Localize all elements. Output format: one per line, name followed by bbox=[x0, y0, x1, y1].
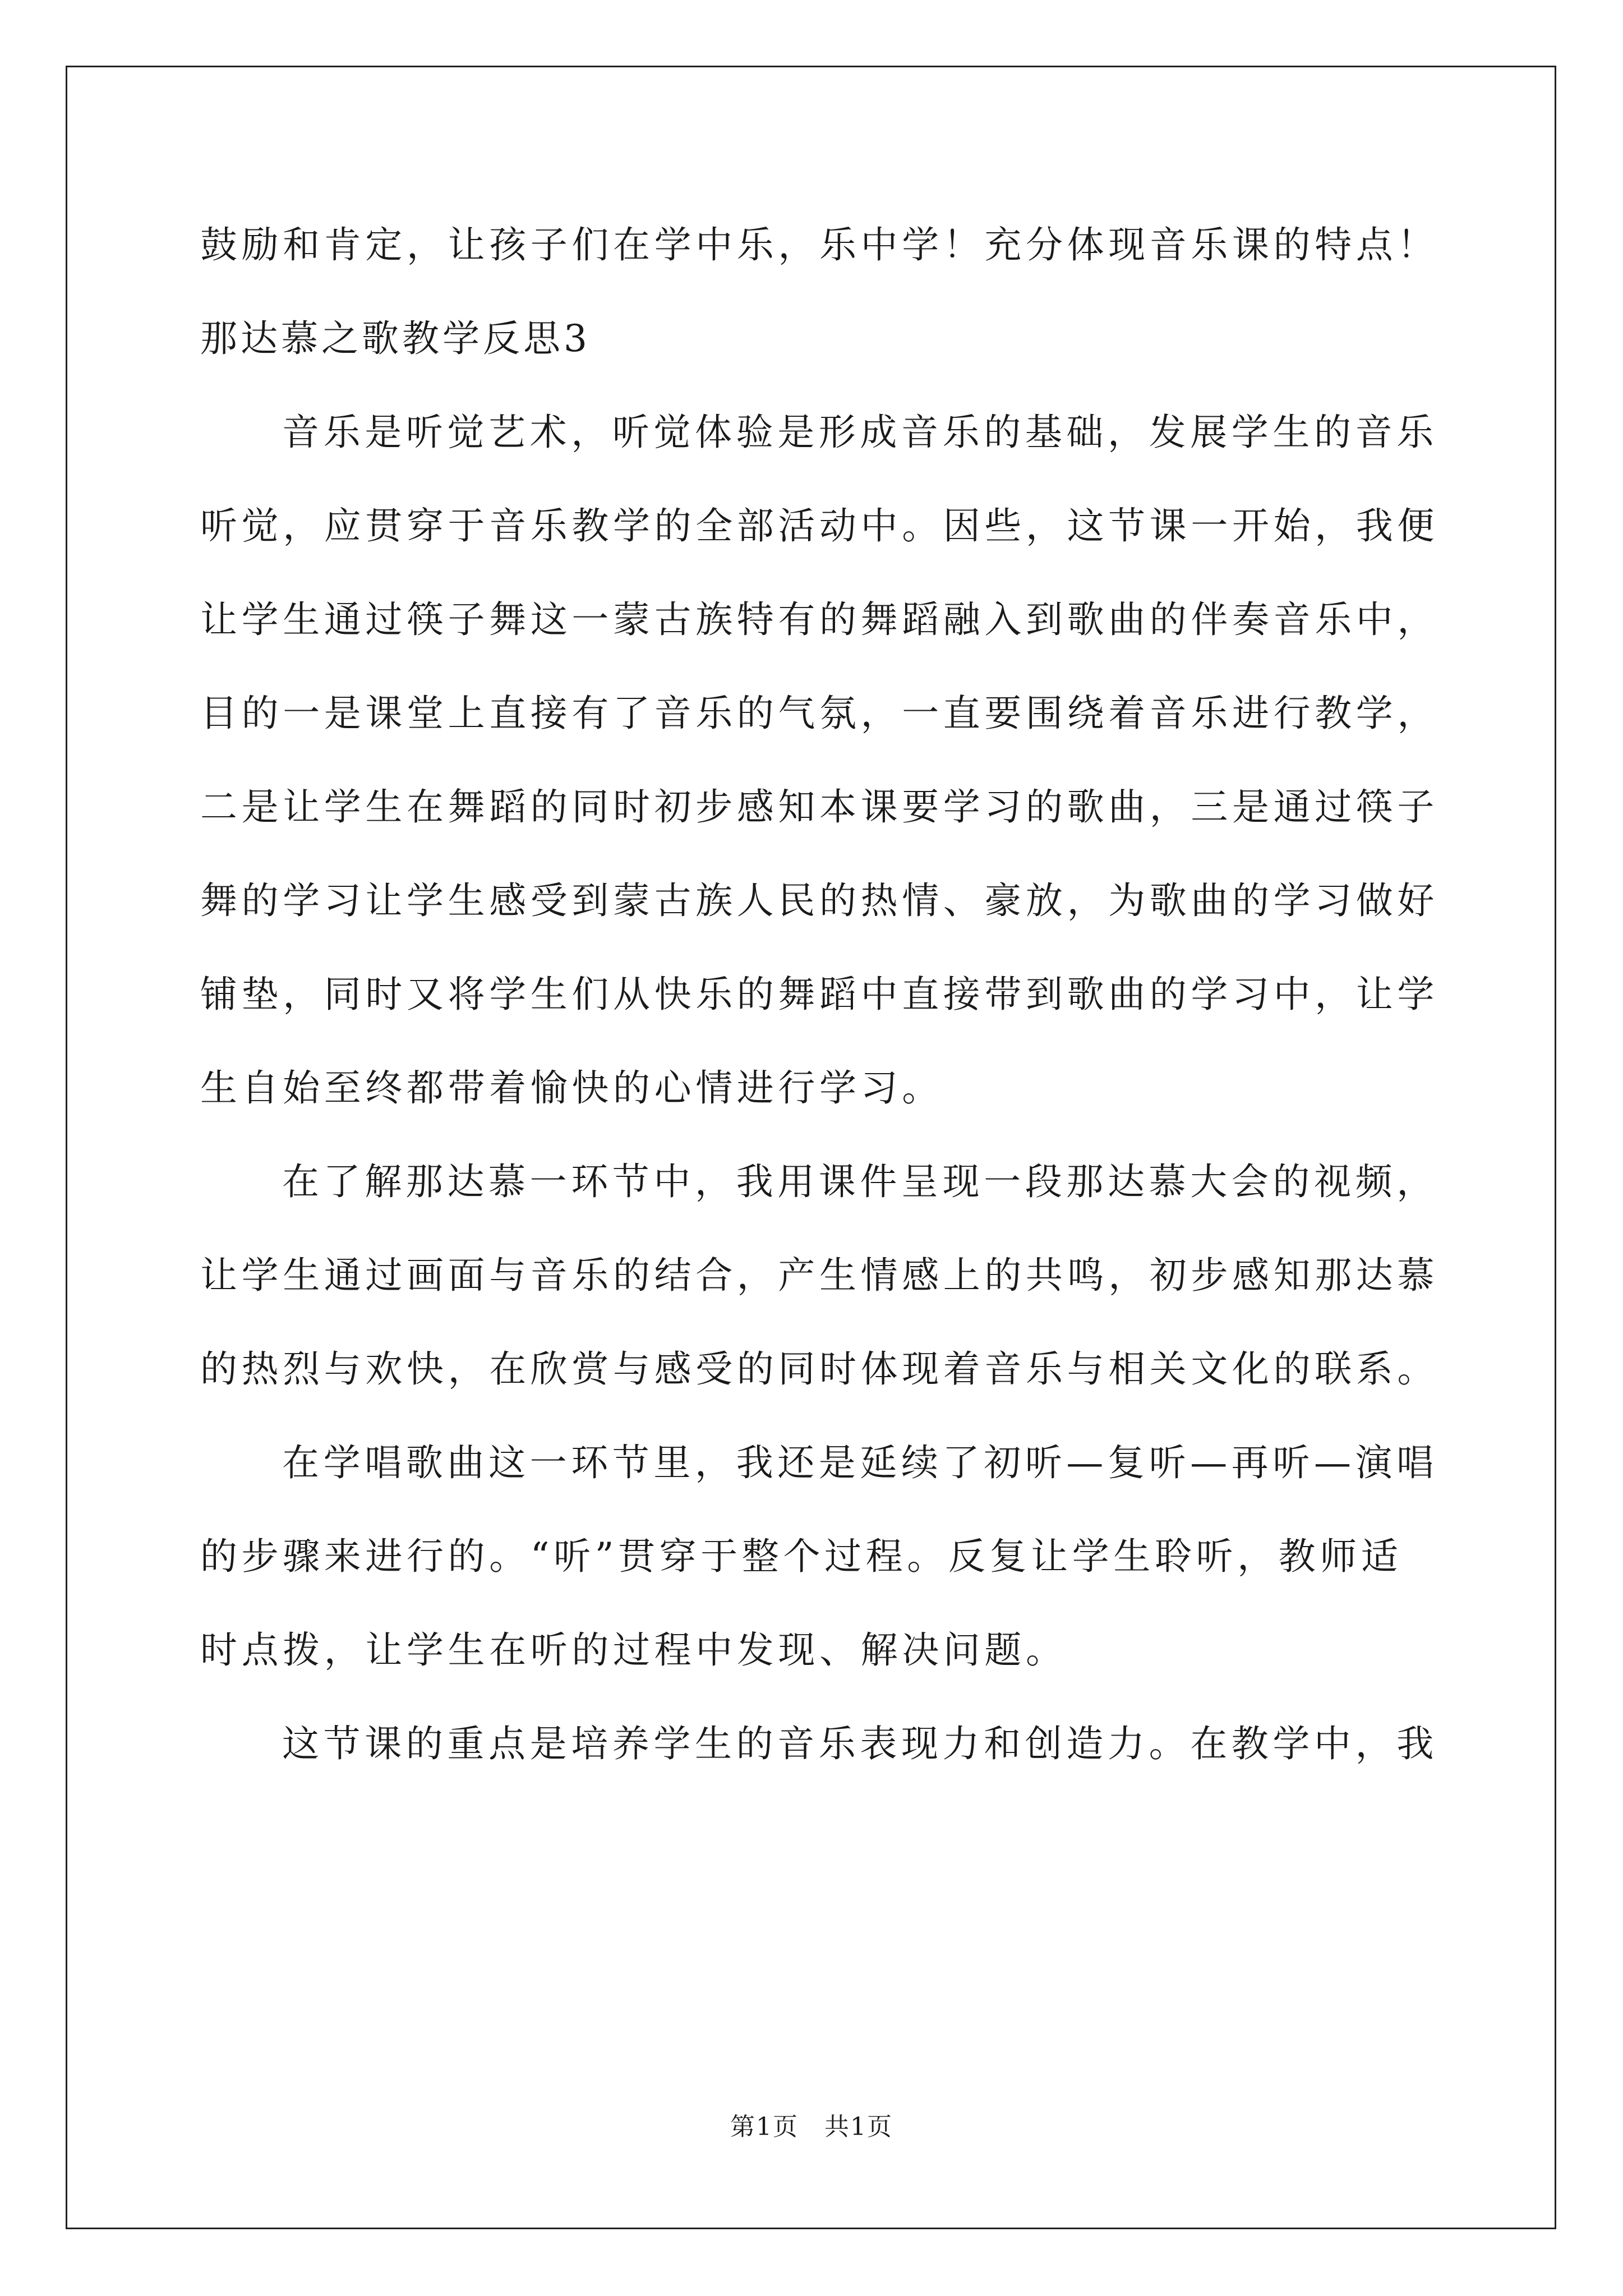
text-line: 让学生通过筷子舞这一蒙古族特有的舞蹈融入到歌曲的伴奏音乐中， bbox=[200, 598, 1438, 641]
text-line: 让学生通过画面与音乐的结合，产生情感上的共鸣，初步感知那达慕 bbox=[200, 1254, 1438, 1297]
text-line: 的步骤来进行的。“听”贯穿于整个过程。反复让学生聆听，教师适 bbox=[200, 1535, 1403, 1578]
paragraph-first-line: 音乐是听觉艺术，听觉体验是形成音乐的基础，发展学生的音乐 bbox=[282, 411, 1438, 454]
section-heading: 那达慕之歌教学反思3 bbox=[200, 317, 591, 360]
paragraph-first-line: 在了解那达慕一环节中，我用课件呈现一段那达慕大会的视频， bbox=[282, 1160, 1438, 1203]
paragraph-first-line: 在学唱歌曲这一环节里，我还是延续了初听—复听—再听—演唱 bbox=[282, 1441, 1438, 1484]
text-line: 生自始至终都带着愉快的心情进行学习。 bbox=[200, 1066, 943, 1110]
paragraph-first-line: 这节课的重点是培养学生的音乐表现力和创造力。在教学中，我 bbox=[282, 1722, 1438, 1765]
text-line: 二是让学生在舞蹈的同时初步感知本课要学习的歌曲，三是通过筷子 bbox=[200, 785, 1438, 829]
text-line: 听觉，应贯穿于音乐教学的全部活动中。因些，这节课一开始，我便 bbox=[200, 504, 1438, 547]
page-footer: 第1页 共1页 bbox=[730, 2113, 893, 2141]
text-line: 鼓励和肯定，让孩子们在学中乐，乐中学！充分体现音乐课的特点！ bbox=[200, 223, 1438, 266]
text-line: 的热烈与欢快，在欣赏与感受的同时体现着音乐与相关文化的联系。 bbox=[200, 1347, 1438, 1391]
text-line: 时点拨，让学生在听的过程中发现、解决问题。 bbox=[200, 1628, 1067, 1672]
document-body bbox=[200, 215, 1438, 1808]
text-line: 铺垫，同时又将学生们从快乐的舞蹈中直接带到歌曲的学习中，让学 bbox=[200, 973, 1438, 1016]
text-line: 舞的学习让学生感受到蒙古族人民的热情、豪放，为歌曲的学习做好 bbox=[200, 879, 1438, 922]
text-line: 目的一是课堂上直接有了音乐的气氛，一直要围绕着音乐进行教学， bbox=[200, 692, 1438, 735]
